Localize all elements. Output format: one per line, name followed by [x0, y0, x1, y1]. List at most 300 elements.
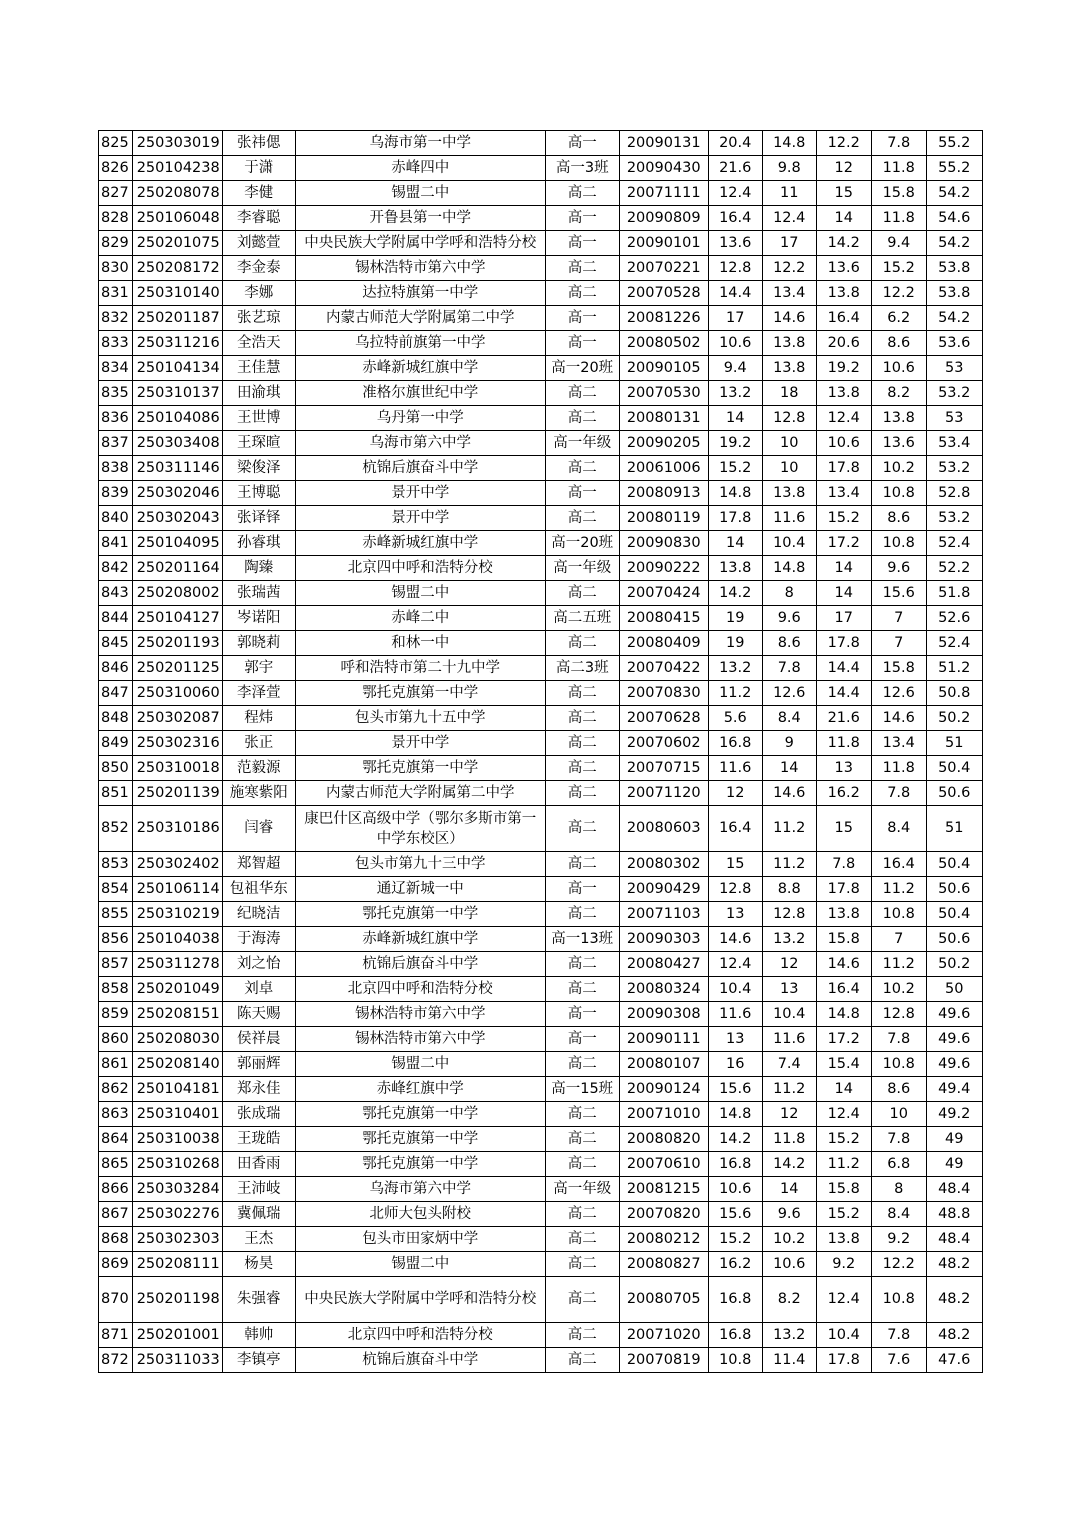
score1-cell: 16.4: [708, 206, 762, 231]
rank-cell: 868: [99, 1227, 133, 1252]
score3-cell: 13: [816, 756, 871, 781]
id-cell: 250201164: [132, 556, 222, 581]
score2-cell: 10: [762, 456, 816, 481]
school-cell: 鄂托克旗第一中学: [295, 1127, 545, 1152]
birthdate-cell: 20080820: [619, 1127, 708, 1152]
id-cell: 250310038: [132, 1127, 222, 1152]
grade-cell: 高二: [545, 1323, 619, 1348]
id-cell: 250302303: [132, 1227, 222, 1252]
score2-cell: 13.8: [762, 331, 816, 356]
score1-cell: 16.8: [708, 1152, 762, 1177]
id-cell: 250311146: [132, 456, 222, 481]
table-row: [99, 1002, 983, 1027]
score3-cell: 15.2: [816, 506, 871, 531]
birthdate-cell: 20070830: [619, 681, 708, 706]
total-cell: 53.2: [926, 506, 982, 531]
score3-cell: 15.2: [816, 1202, 871, 1227]
birthdate-cell: 20070610: [619, 1152, 708, 1177]
name-cell: 张正: [222, 731, 295, 756]
rank-cell: 840: [99, 506, 133, 531]
score3-cell: 12.4: [816, 1102, 871, 1127]
birthdate-cell: 20070819: [619, 1348, 708, 1373]
score3-cell: 7.8: [816, 852, 871, 877]
score4-cell: 10.2: [871, 456, 926, 481]
table-row: [99, 1052, 983, 1077]
name-cell: 孙睿琪: [222, 531, 295, 556]
school-cell: 乌海市第六中学: [295, 431, 545, 456]
name-cell: 梁俊泽: [222, 456, 295, 481]
score3-cell: 17.8: [816, 1348, 871, 1373]
birthdate-cell: 20070528: [619, 281, 708, 306]
score3-cell: 17: [816, 606, 871, 631]
school-cell: 中央民族大学附属中学呼和浩特分校: [295, 1277, 545, 1323]
score2-cell: 17: [762, 231, 816, 256]
table-row: [99, 877, 983, 902]
score2-cell: 14: [762, 1177, 816, 1202]
table-row: [99, 556, 983, 581]
table-row: [99, 481, 983, 506]
name-cell: 郭晓莉: [222, 631, 295, 656]
rank-cell: 851: [99, 781, 133, 806]
id-cell: 250311033: [132, 1348, 222, 1373]
school-cell: 锡林浩特市第六中学: [295, 1002, 545, 1027]
grade-cell: 高二: [545, 1152, 619, 1177]
rank-cell: 828: [99, 206, 133, 231]
school-cell: 赤峰新城红旗中学: [295, 531, 545, 556]
score2-cell: 11.6: [762, 1027, 816, 1052]
score1-cell: 10.6: [708, 1177, 762, 1202]
score1-cell: 15.6: [708, 1077, 762, 1102]
grade-cell: 高二: [545, 281, 619, 306]
grade-cell: 高二: [545, 756, 619, 781]
birthdate-cell: 20090205: [619, 431, 708, 456]
score3-cell: 12.4: [816, 406, 871, 431]
table-row: [99, 706, 983, 731]
rank-cell: 865: [99, 1152, 133, 1177]
score1-cell: 19.2: [708, 431, 762, 456]
score1-cell: 15.2: [708, 1227, 762, 1252]
table-row: [99, 431, 983, 456]
score4-cell: 6.2: [871, 306, 926, 331]
school-cell: 杭锦后旗奋斗中学: [295, 952, 545, 977]
score1-cell: 16.8: [708, 731, 762, 756]
score4-cell: 10.8: [871, 1052, 926, 1077]
grade-cell: 高二: [545, 506, 619, 531]
id-cell: 250303019: [132, 131, 222, 156]
id-cell: 250201139: [132, 781, 222, 806]
score2-cell: 18: [762, 381, 816, 406]
score1-cell: 17.8: [708, 506, 762, 531]
table-row: [99, 331, 983, 356]
rank-cell: 867: [99, 1202, 133, 1227]
birthdate-cell: 20070628: [619, 706, 708, 731]
birthdate-cell: 20080415: [619, 606, 708, 631]
score4-cell: 15.6: [871, 581, 926, 606]
score4-cell: 12.2: [871, 281, 926, 306]
score3-cell: 13.8: [816, 902, 871, 927]
table-row: [99, 1252, 983, 1277]
total-cell: 53.8: [926, 256, 982, 281]
name-cell: 刘之怡: [222, 952, 295, 977]
school-cell: 景开中学: [295, 481, 545, 506]
name-cell: 纪晓洁: [222, 902, 295, 927]
birthdate-cell: 20080502: [619, 331, 708, 356]
id-cell: 250201075: [132, 231, 222, 256]
school-cell: 锡盟二中: [295, 581, 545, 606]
school-cell: 赤峰二中: [295, 606, 545, 631]
total-cell: 51.2: [926, 656, 982, 681]
school-cell: 乌拉特前旗第一中学: [295, 331, 545, 356]
table-row: [99, 977, 983, 1002]
rank-cell: 857: [99, 952, 133, 977]
score4-cell: 7: [871, 631, 926, 656]
name-cell: 闫睿: [222, 806, 295, 852]
birthdate-cell: 20071103: [619, 902, 708, 927]
grade-cell: 高二3班: [545, 656, 619, 681]
school-cell: 北京四中呼和浩特分校: [295, 1323, 545, 1348]
score4-cell: 16.4: [871, 852, 926, 877]
grade-cell: 高二: [545, 456, 619, 481]
total-cell: 50.6: [926, 781, 982, 806]
birthdate-cell: 20080107: [619, 1052, 708, 1077]
table-row: [99, 1277, 983, 1323]
name-cell: 程炜: [222, 706, 295, 731]
rank-cell: 870: [99, 1277, 133, 1323]
total-cell: 54.2: [926, 306, 982, 331]
score1-cell: 11.6: [708, 756, 762, 781]
score3-cell: 15.8: [816, 927, 871, 952]
school-cell: 鄂托克旗第一中学: [295, 902, 545, 927]
birthdate-cell: 20090830: [619, 531, 708, 556]
school-cell: 包头市第九十五中学: [295, 706, 545, 731]
score2-cell: 12: [762, 1102, 816, 1127]
id-cell: 250310268: [132, 1152, 222, 1177]
birthdate-cell: 20071020: [619, 1323, 708, 1348]
rank-cell: 841: [99, 531, 133, 556]
score3-cell: 20.6: [816, 331, 871, 356]
table-row: [99, 1202, 983, 1227]
birthdate-cell: 20080603: [619, 806, 708, 852]
grade-cell: 高二: [545, 631, 619, 656]
score4-cell: 15.8: [871, 181, 926, 206]
table-row: [99, 256, 983, 281]
name-cell: 李睿聪: [222, 206, 295, 231]
table-row: [99, 306, 983, 331]
score3-cell: 17.8: [816, 456, 871, 481]
score1-cell: 13: [708, 902, 762, 927]
id-cell: 250302402: [132, 852, 222, 877]
name-cell: 杨昊: [222, 1252, 295, 1277]
table-row: [99, 681, 983, 706]
results-table: [98, 130, 983, 1373]
grade-cell: 高一年级: [545, 1177, 619, 1202]
school-cell: 杭锦后旗奋斗中学: [295, 456, 545, 481]
name-cell: 王沛岐: [222, 1177, 295, 1202]
table-row: [99, 1348, 983, 1373]
score3-cell: 11.2: [816, 1152, 871, 1177]
score2-cell: 12.8: [762, 406, 816, 431]
score2-cell: 10.2: [762, 1227, 816, 1252]
rank-cell: 871: [99, 1323, 133, 1348]
rank-cell: 843: [99, 581, 133, 606]
table-row: [99, 606, 983, 631]
name-cell: 李健: [222, 181, 295, 206]
grade-cell: 高二: [545, 977, 619, 1002]
total-cell: 52.2: [926, 556, 982, 581]
score3-cell: 11.8: [816, 731, 871, 756]
total-cell: 52.8: [926, 481, 982, 506]
rank-cell: 842: [99, 556, 133, 581]
name-cell: 李金泰: [222, 256, 295, 281]
score2-cell: 11: [762, 181, 816, 206]
total-cell: 48.2: [926, 1323, 982, 1348]
total-cell: 50.2: [926, 952, 982, 977]
score3-cell: 16.4: [816, 977, 871, 1002]
total-cell: 50.6: [926, 877, 982, 902]
score2-cell: 13.8: [762, 356, 816, 381]
table-row: [99, 902, 983, 927]
grade-cell: 高二: [545, 181, 619, 206]
score1-cell: 14.6: [708, 927, 762, 952]
id-cell: 250303284: [132, 1177, 222, 1202]
name-cell: 刘卓: [222, 977, 295, 1002]
total-cell: 51.8: [926, 581, 982, 606]
id-cell: 250208030: [132, 1027, 222, 1052]
score4-cell: 9.6: [871, 556, 926, 581]
score2-cell: 8.6: [762, 631, 816, 656]
score2-cell: 11.2: [762, 1077, 816, 1102]
score1-cell: 13.2: [708, 656, 762, 681]
table-row: [99, 1323, 983, 1348]
school-cell: 内蒙古师范大学附属第二中学: [295, 306, 545, 331]
grade-cell: 高二: [545, 806, 619, 852]
rank-cell: 831: [99, 281, 133, 306]
score4-cell: 10.2: [871, 977, 926, 1002]
birthdate-cell: 20071010: [619, 1102, 708, 1127]
name-cell: 郑永佳: [222, 1077, 295, 1102]
birthdate-cell: 20090430: [619, 156, 708, 181]
name-cell: 张译铎: [222, 506, 295, 531]
birthdate-cell: 20070530: [619, 381, 708, 406]
score2-cell: 14.2: [762, 1152, 816, 1177]
rank-cell: 862: [99, 1077, 133, 1102]
name-cell: 朱强睿: [222, 1277, 295, 1323]
score2-cell: 12: [762, 952, 816, 977]
id-cell: 250208172: [132, 256, 222, 281]
school-cell: 鄂托克旗第一中学: [295, 1102, 545, 1127]
score2-cell: 11.4: [762, 1348, 816, 1373]
score2-cell: 13.4: [762, 281, 816, 306]
score3-cell: 14.6: [816, 952, 871, 977]
id-cell: 250201198: [132, 1277, 222, 1323]
total-cell: 50: [926, 977, 982, 1002]
total-cell: 52.4: [926, 631, 982, 656]
score2-cell: 12.4: [762, 206, 816, 231]
grade-cell: 高一20班: [545, 356, 619, 381]
grade-cell: 高一: [545, 331, 619, 356]
school-cell: 北京四中呼和浩特分校: [295, 977, 545, 1002]
score2-cell: 10: [762, 431, 816, 456]
total-cell: 48.4: [926, 1227, 982, 1252]
name-cell: 李镇亭: [222, 1348, 295, 1373]
rank-cell: 838: [99, 456, 133, 481]
rank-cell: 844: [99, 606, 133, 631]
school-cell: 赤峰四中: [295, 156, 545, 181]
rank-cell: 846: [99, 656, 133, 681]
score1-cell: 10.4: [708, 977, 762, 1002]
total-cell: 48.2: [926, 1252, 982, 1277]
grade-cell: 高二: [545, 952, 619, 977]
id-cell: 250303408: [132, 431, 222, 456]
total-cell: 51: [926, 731, 982, 756]
table-row: [99, 1177, 983, 1202]
id-cell: 250104134: [132, 356, 222, 381]
school-cell: 开鲁县第一中学: [295, 206, 545, 231]
id-cell: 250310219: [132, 902, 222, 927]
school-cell: 景开中学: [295, 731, 545, 756]
total-cell: 49: [926, 1127, 982, 1152]
score3-cell: 19.2: [816, 356, 871, 381]
birthdate-cell: 20061006: [619, 456, 708, 481]
score2-cell: 9.6: [762, 1202, 816, 1227]
birthdate-cell: 20080427: [619, 952, 708, 977]
id-cell: 250104238: [132, 156, 222, 181]
total-cell: 54.2: [926, 181, 982, 206]
score4-cell: 11.8: [871, 206, 926, 231]
table-row: [99, 1152, 983, 1177]
rank-cell: 848: [99, 706, 133, 731]
name-cell: 冀佩瑞: [222, 1202, 295, 1227]
table-row: [99, 756, 983, 781]
name-cell: 岑诺阳: [222, 606, 295, 631]
school-cell: 中央民族大学附属中学呼和浩特分校: [295, 231, 545, 256]
total-cell: 53.8: [926, 281, 982, 306]
school-cell: 赤峰新城红旗中学: [295, 356, 545, 381]
name-cell: 张瑞茜: [222, 581, 295, 606]
school-cell: 包头市第九十三中学: [295, 852, 545, 877]
table-row: [99, 927, 983, 952]
id-cell: 250208002: [132, 581, 222, 606]
birthdate-cell: 20071111: [619, 181, 708, 206]
grade-cell: 高二: [545, 381, 619, 406]
school-cell: 康巴什区高级中学（鄂尔多斯市第一中学东校区）: [295, 806, 545, 852]
birthdate-cell: 20080119: [619, 506, 708, 531]
rank-cell: 849: [99, 731, 133, 756]
score1-cell: 5.6: [708, 706, 762, 731]
total-cell: 55.2: [926, 156, 982, 181]
total-cell: 52.4: [926, 531, 982, 556]
table-row: [99, 731, 983, 756]
total-cell: 50.4: [926, 852, 982, 877]
score3-cell: 12.2: [816, 131, 871, 156]
birthdate-cell: 20070221: [619, 256, 708, 281]
school-cell: 锡林浩特市第六中学: [295, 256, 545, 281]
rank-cell: 832: [99, 306, 133, 331]
score3-cell: 10.4: [816, 1323, 871, 1348]
total-cell: 49.6: [926, 1027, 982, 1052]
grade-cell: 高二: [545, 581, 619, 606]
total-cell: 50.2: [926, 706, 982, 731]
score4-cell: 8.4: [871, 806, 926, 852]
rank-cell: 836: [99, 406, 133, 431]
score4-cell: 8.6: [871, 331, 926, 356]
score4-cell: 7.6: [871, 1348, 926, 1373]
grade-cell: 高一: [545, 481, 619, 506]
score2-cell: 11.2: [762, 806, 816, 852]
name-cell: 韩帅: [222, 1323, 295, 1348]
score2-cell: 8: [762, 581, 816, 606]
id-cell: 250104181: [132, 1077, 222, 1102]
id-cell: 250302316: [132, 731, 222, 756]
birthdate-cell: 20071120: [619, 781, 708, 806]
rank-cell: 839: [99, 481, 133, 506]
birthdate-cell: 20070820: [619, 1202, 708, 1227]
score2-cell: 7.8: [762, 656, 816, 681]
birthdate-cell: 20080705: [619, 1277, 708, 1323]
birthdate-cell: 20080827: [619, 1252, 708, 1277]
score1-cell: 14.8: [708, 481, 762, 506]
total-cell: 53.4: [926, 431, 982, 456]
table-row: [99, 356, 983, 381]
score2-cell: 11.8: [762, 1127, 816, 1152]
name-cell: 王杰: [222, 1227, 295, 1252]
score4-cell: 10.8: [871, 481, 926, 506]
score1-cell: 17: [708, 306, 762, 331]
score2-cell: 12.8: [762, 902, 816, 927]
grade-cell: 高一20班: [545, 531, 619, 556]
school-cell: 乌海市第六中学: [295, 1177, 545, 1202]
score4-cell: 10.8: [871, 1277, 926, 1323]
id-cell: 250302276: [132, 1202, 222, 1227]
rank-cell: 855: [99, 902, 133, 927]
table-row: [99, 531, 983, 556]
name-cell: 于潇: [222, 156, 295, 181]
birthdate-cell: 20090124: [619, 1077, 708, 1102]
birthdate-cell: 20090809: [619, 206, 708, 231]
score3-cell: 17.2: [816, 531, 871, 556]
score1-cell: 10.8: [708, 1348, 762, 1373]
rank-cell: 830: [99, 256, 133, 281]
total-cell: 53: [926, 406, 982, 431]
score4-cell: 11.8: [871, 156, 926, 181]
score4-cell: 11.2: [871, 952, 926, 977]
rank-cell: 835: [99, 381, 133, 406]
rank-cell: 869: [99, 1252, 133, 1277]
grade-cell: 高一: [545, 877, 619, 902]
score4-cell: 11.2: [871, 877, 926, 902]
score3-cell: 14.2: [816, 231, 871, 256]
id-cell: 250104086: [132, 406, 222, 431]
score3-cell: 13.8: [816, 1227, 871, 1252]
name-cell: 张成瑞: [222, 1102, 295, 1127]
grade-cell: 高二: [545, 731, 619, 756]
score3-cell: 15.4: [816, 1052, 871, 1077]
score1-cell: 16.8: [708, 1277, 762, 1323]
id-cell: 250106048: [132, 206, 222, 231]
name-cell: 王珑皓: [222, 1127, 295, 1152]
id-cell: 250104127: [132, 606, 222, 631]
score4-cell: 13.6: [871, 431, 926, 456]
id-cell: 250311216: [132, 331, 222, 356]
birthdate-cell: 20080324: [619, 977, 708, 1002]
grade-cell: 高二: [545, 1277, 619, 1323]
score2-cell: 14.8: [762, 556, 816, 581]
score3-cell: 14: [816, 206, 871, 231]
name-cell: 王世博: [222, 406, 295, 431]
score4-cell: 9.2: [871, 1227, 926, 1252]
name-cell: 于海涛: [222, 927, 295, 952]
birthdate-cell: 20070715: [619, 756, 708, 781]
